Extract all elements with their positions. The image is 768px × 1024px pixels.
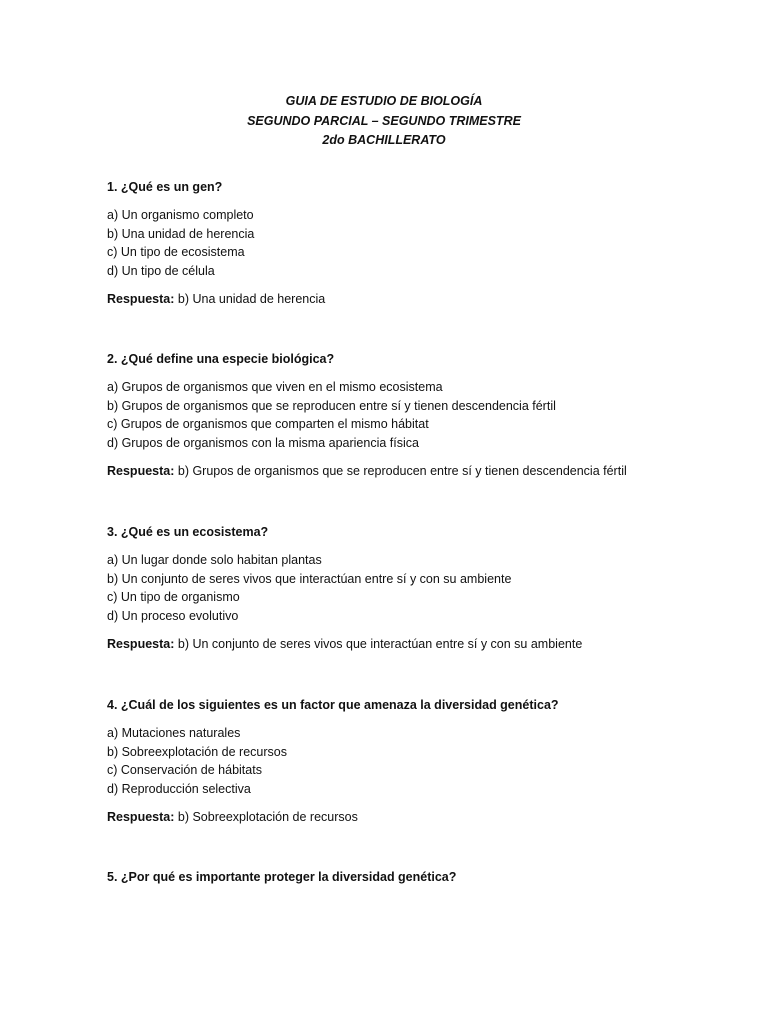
answer-label: Respuesta: xyxy=(107,637,175,652)
option-c: c) Grupos de organismos que comparten el mismo hábitat xyxy=(107,417,429,432)
answer-line xyxy=(107,635,707,653)
option-d: d) Un proceso evolutivo xyxy=(107,608,239,623)
option-c: c) Conservación de hábitats xyxy=(107,763,262,778)
option-a: a) Grupos de organismos que viven en el mismo ecosistema xyxy=(107,380,443,394)
option-b: b) Grupos de organismos que se reproducen entre sí y tienen descendencia fértil xyxy=(107,398,556,413)
option-b: b) Un conjunto de seres vivos que interactúan entre sí y con su ambiente xyxy=(107,571,512,586)
question-title: 1. ¿Qué es un gen? xyxy=(107,180,223,194)
options-list xyxy=(107,724,707,798)
option-d: d) Un tipo de célula xyxy=(107,263,215,278)
answer-line xyxy=(107,290,707,308)
document-header xyxy=(0,92,768,151)
question-4 xyxy=(107,696,707,826)
answer-text: b) Grupos de organismos que se reproducen entre sí y tienen descendencia fértil xyxy=(177,464,627,479)
question-3 xyxy=(107,523,707,653)
answer-text: b) Una unidad de herencia xyxy=(177,292,326,307)
question-1 xyxy=(107,178,707,308)
options-list xyxy=(107,206,707,280)
answer-text: b) Sobreexplotación de recursos xyxy=(177,810,358,825)
option-a: a) Un lugar donde solo habitan plantas xyxy=(107,553,322,567)
header-grade: 2do BACHILLERATO xyxy=(322,133,446,147)
option-d: d) Reproducción selectiva xyxy=(107,781,251,796)
option-d: d) Grupos de organismos con la misma apariencia física xyxy=(107,435,419,450)
answer-text: b) Un conjunto de seres vivos que interactúan entre sí y con su ambiente xyxy=(177,637,583,652)
header-title: GUIA DE ESTUDIO DE BIOLOGÍA xyxy=(285,94,483,108)
answer-line xyxy=(107,808,707,826)
question-title: 2. ¿Qué define una especie biológica? xyxy=(107,352,335,366)
question-title: 3. ¿Qué es un ecosistema? xyxy=(107,525,269,539)
option-b: b) Sobreexplotación de recursos xyxy=(107,744,287,759)
question-2 xyxy=(107,350,707,480)
option-c: c) Un tipo de ecosistema xyxy=(107,245,245,260)
options-list xyxy=(107,551,707,625)
question-5 xyxy=(107,868,707,896)
answer-label: Respuesta: xyxy=(107,810,175,825)
question-title: 4. ¿Cuál de los siguientes es un factor que amenaza la diversidad genética? xyxy=(107,698,559,712)
option-a: a) Mutaciones naturales xyxy=(107,726,241,740)
answer-label: Respuesta: xyxy=(107,292,175,307)
answer-label: Respuesta: xyxy=(107,464,175,479)
header-subtitle: SEGUNDO PARCIAL – SEGUNDO TRIMESTRE xyxy=(247,113,521,128)
option-c: c) Un tipo de organismo xyxy=(107,590,240,605)
option-b: b) Una unidad de herencia xyxy=(107,226,255,241)
options-list xyxy=(107,378,707,452)
answer-line xyxy=(107,462,707,480)
question-title: 5. ¿Por qué es importante proteger la diversidad genética? xyxy=(107,870,457,884)
option-a: a) Un organismo completo xyxy=(107,208,254,222)
